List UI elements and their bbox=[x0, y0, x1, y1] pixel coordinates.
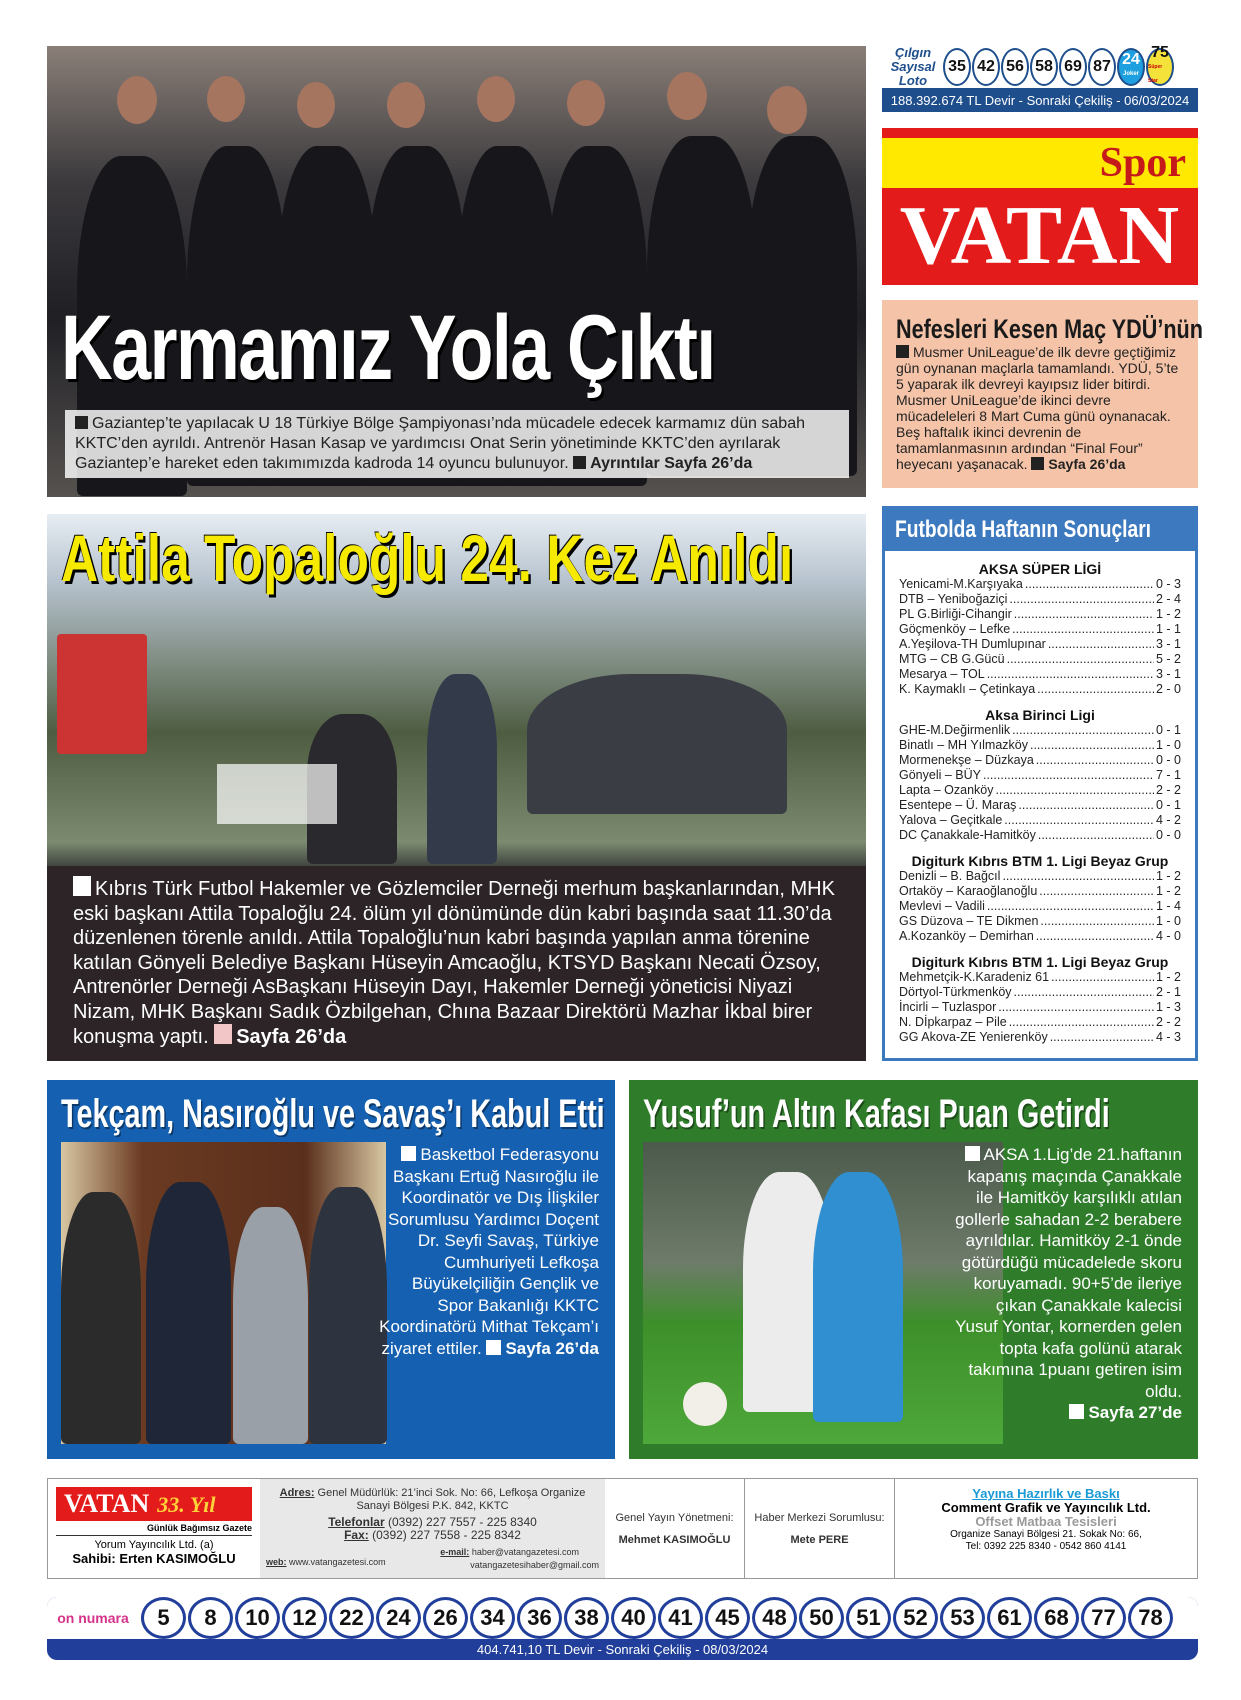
on-numara-logo: on numara bbox=[57, 1610, 129, 1626]
editor-name: Mehmet KASIMOĞLU bbox=[618, 1533, 731, 1546]
owner: Sahibi: Erten KASIMOĞLU bbox=[72, 1551, 236, 1566]
story-body bbox=[952, 1144, 1182, 1424]
email-link[interactable]: haber@vatangazetesi.com bbox=[471, 1547, 580, 1557]
match-teams: Binatlı – MH Yılmazköy bbox=[899, 738, 1028, 752]
headline: Tekçam, Nasıroğlu ve Savaş’ı Kabul Etti bbox=[61, 1092, 605, 1136]
superstar-label: Süper Star bbox=[1148, 64, 1163, 84]
on-numara-ball: 53 bbox=[940, 1597, 985, 1639]
body-text: AKSA 1.Lig’de 21.haftanın kapanış maçında Çanakkale ile Hamitköy karşılıklı atılan gollerle sahadan 2-2 berabere ayrıldılar. Hamitköy 2-1 önde götürdüğü mücadelede skoru koruyamadı. 90+5’de ileriye çıkan Çanakkale kalecisi Yusuf Yontar, kornerden gelen topta kafa golünü atarak takımına 1puanı getiren isim oldu. bbox=[955, 1145, 1182, 1401]
on-numara-ball: 50 bbox=[799, 1597, 844, 1639]
dot-leader bbox=[1009, 592, 1154, 607]
dot-leader bbox=[1014, 985, 1154, 1000]
match-score: 1 - 2 bbox=[1155, 970, 1181, 984]
headline: Nefesleri Kesen Maç YDÜ’nün bbox=[896, 314, 1203, 344]
on-numara-ball: 48 bbox=[752, 1597, 797, 1639]
match-score: 1 - 4 bbox=[1155, 899, 1181, 913]
tekcam-story bbox=[47, 1080, 615, 1459]
match-teams: GG Akova-ZE Yenierenköy bbox=[899, 1030, 1048, 1044]
league-name: Digiturk Kıbrıs BTM 1. Ligi Beyaz Grup bbox=[911, 853, 1169, 869]
print-address: Organize Sanayi Bölgesi 21. Sokak No: 66, bbox=[950, 1529, 1142, 1540]
results-title-text: Futbolda Haftanın Sonuçları bbox=[895, 516, 1152, 543]
match-teams: GHE-M.Değirmenlik bbox=[899, 723, 1011, 737]
body-text: Kıbrıs Türk Futbol Hakemler ve Gözlemciler Derneği merhum başkanlarından, MHK eski başkanı Attila Topaloğlu 24. ölüm yıl dönümünde dün kabri başında saat 11.30’da düzenlenen törenle anıldı. Attila Topaloğlu’nun kabri başında yapılan anma törenine katılan Gönyeli Belediye Başkanı Hüseyin Amcaoğlu, KTSYD Başkanı Necati Özsoy, Antrenörler Derneği AsBaşkanı Hüseyin Dayı, Hakemler Derneği yöneticisi Niyazi Nizam, MHK Başkanı Sadık Özbilgehan, Chına Bazaar Direktörü Mazhar İkbal birer konuşma yaptı. bbox=[73, 878, 835, 1048]
match-row bbox=[899, 652, 1181, 667]
on-numara-ball: 68 bbox=[1034, 1597, 1079, 1639]
match-row bbox=[899, 813, 1181, 828]
match-teams: PL G.Birliği-Cihangir bbox=[899, 607, 1012, 621]
bullet-icon bbox=[401, 1146, 416, 1161]
on-numara-ball: 8 bbox=[188, 1597, 233, 1639]
news-label: Haber Merkezi Sorumlusu: bbox=[754, 1511, 885, 1524]
ydu-story bbox=[882, 300, 1203, 488]
match-teams: GS Düzova – TE Dikmen bbox=[899, 914, 1039, 928]
print-facility: Offset Matbaa Tesisleri bbox=[975, 1514, 1117, 1529]
more-link[interactable]: Ayrıntılar Sayfa 26’da bbox=[590, 455, 753, 472]
on-numara-ball: 40 bbox=[611, 1597, 656, 1639]
fax-label: Fax: bbox=[344, 1528, 369, 1542]
dot-leader bbox=[1048, 637, 1154, 652]
more-link[interactable]: Sayfa 27’de bbox=[1088, 1403, 1182, 1422]
more-link[interactable]: Sayfa 26’da bbox=[1048, 456, 1126, 472]
dot-leader bbox=[1030, 738, 1154, 753]
dot-leader bbox=[1018, 798, 1154, 813]
match-row bbox=[899, 738, 1181, 753]
match-teams: A.Kozanköy – Demirhan bbox=[899, 929, 1034, 943]
match-row bbox=[899, 667, 1181, 682]
league-name: AKSA SÜPER LİGİ bbox=[978, 561, 1102, 577]
match-score: 1 - 0 bbox=[1155, 914, 1181, 928]
joker-label: Joker bbox=[1122, 71, 1139, 77]
match-row bbox=[899, 1030, 1181, 1045]
on-numara-ball: 34 bbox=[470, 1597, 515, 1639]
match-teams: Mevlevi – Vadili bbox=[899, 899, 985, 913]
match-row bbox=[899, 637, 1181, 652]
dot-leader bbox=[1007, 652, 1154, 667]
ceremony-photo bbox=[47, 594, 866, 866]
match-teams: Ortaköy – Karaoğlanoğlu bbox=[899, 884, 1038, 898]
match-score: 1 - 2 bbox=[1155, 884, 1181, 898]
dot-leader bbox=[1012, 723, 1154, 738]
match-score: 5 - 2 bbox=[1155, 652, 1181, 666]
match-score: 1 - 1 bbox=[1155, 622, 1181, 636]
dot-leader bbox=[1009, 1015, 1154, 1030]
lotto-ball: 87 bbox=[1088, 48, 1116, 86]
on-numara-ball: 51 bbox=[846, 1597, 891, 1639]
match-score: 0 - 0 bbox=[1155, 753, 1181, 767]
bullet-icon bbox=[75, 416, 88, 429]
league-name: Digiturk Kıbrıs BTM 1. Ligi Beyaz Grup bbox=[911, 954, 1169, 970]
match-score: 4 - 0 bbox=[1155, 929, 1181, 943]
weekly-results bbox=[882, 506, 1198, 1061]
news-name: Mete PERE bbox=[790, 1533, 849, 1546]
dot-leader bbox=[998, 1000, 1154, 1015]
match-teams: Esentepe – Ü. Maraş bbox=[899, 798, 1017, 812]
news-chief-info bbox=[745, 1479, 895, 1578]
story-body bbox=[47, 866, 866, 1061]
superstar-number: 75 bbox=[1151, 44, 1169, 61]
match-teams: Göçmenköy – Lefke bbox=[899, 622, 1011, 636]
match-teams: Yalova – Geçitkale bbox=[899, 813, 1003, 827]
match-teams: DTB – Yeniboğaziçi bbox=[899, 592, 1008, 606]
bullet-icon bbox=[214, 1024, 232, 1044]
dot-leader bbox=[1037, 682, 1154, 697]
footer-logo-text: VATAN bbox=[64, 1489, 150, 1518]
match-score: 3 - 1 bbox=[1155, 667, 1181, 681]
lotto-ball: 69 bbox=[1059, 48, 1087, 86]
match-row bbox=[899, 929, 1181, 944]
league-section bbox=[885, 853, 1195, 944]
editor-label: Genel Yayın Yönetmeni: bbox=[615, 1511, 734, 1524]
match-teams: Denizli – B. Bağcıl bbox=[899, 869, 1001, 883]
top-story bbox=[47, 46, 866, 497]
dot-leader bbox=[1040, 914, 1154, 929]
on-numara-ball: 24 bbox=[376, 1597, 421, 1639]
match-score: 0 - 0 bbox=[1155, 828, 1181, 842]
caption-text: Gaziantep’te yapılacak U 18 Türkiye Bölge Şampiyonası’nda mücadele edecek karmamız dün sabah KKTC’den ayrıldı. Antrenör Hasan Kasap ve yardımcısı Onat Serin yönetiminde KKTC’den ayrılarak Gaziantep’e hareket eden takımımızda kadroda 14 oyuncu bulunuyor. bbox=[75, 415, 805, 472]
match-score: 7 - 1 bbox=[1155, 768, 1181, 782]
on-numara-ball: 38 bbox=[564, 1597, 609, 1639]
email-label: e-mail: bbox=[440, 1547, 470, 1557]
match-row bbox=[899, 884, 1181, 899]
on-numara-ball: 5 bbox=[141, 1597, 186, 1639]
lotto-ball: 42 bbox=[972, 48, 1000, 86]
league-section bbox=[885, 561, 1195, 697]
match-row bbox=[899, 577, 1181, 592]
email-link[interactable]: vatangazetesihaber@gmail.com bbox=[470, 1560, 599, 1570]
footer-years: 33. Yıl bbox=[157, 1492, 216, 1517]
body-text: Basketbol Federasyonu Başkanı Ertuğ Nasıroğlu ile Koordinatör ve Dış İlişkiler Sorumlusu Yardımcı Doçent Dr. Seyfi Savaş, Türkiye Cumhuriyeti Lefkoşa Büyükelçiliğin Gençlik ve Spor Bakanlığı KKTC Koordinatörü Mithat Tekçam’ı ziyaret ettiler. bbox=[379, 1145, 599, 1358]
bullet-icon bbox=[965, 1146, 980, 1161]
results-title bbox=[885, 509, 1195, 551]
match-teams: Mormenekşe – Düzkaya bbox=[899, 753, 1034, 767]
bullet-icon bbox=[896, 345, 909, 358]
lotto-info: 188.392.674 TL Devir - Sonraki Çekiliş - 06/03/2024 bbox=[890, 93, 1190, 108]
meeting-photo bbox=[61, 1142, 386, 1444]
match-row bbox=[899, 682, 1181, 697]
match-score: 0 - 1 bbox=[1155, 798, 1181, 812]
match-row bbox=[899, 869, 1181, 884]
dot-leader bbox=[1004, 813, 1154, 828]
match-score: 3 - 1 bbox=[1155, 637, 1181, 651]
print-company: Comment Grafik ve Yayıncılık Ltd. bbox=[941, 1500, 1151, 1515]
on-numara-ball: 45 bbox=[705, 1597, 750, 1639]
match-score: 2 - 2 bbox=[1155, 783, 1181, 797]
match-score: 1 - 2 bbox=[1155, 607, 1181, 621]
match-row bbox=[899, 1015, 1181, 1030]
imprint-brand bbox=[48, 1479, 260, 1578]
vatan-label: VATAN bbox=[882, 188, 1198, 285]
match-teams: N. Dİpkarpaz – Pile bbox=[899, 1015, 1007, 1029]
dot-leader bbox=[987, 899, 1154, 914]
match-score: 4 - 2 bbox=[1155, 813, 1181, 827]
match-score: 1 - 0 bbox=[1155, 738, 1181, 752]
address-label: Adres: bbox=[279, 1487, 315, 1499]
headline: Karmamız Yola Çıktı bbox=[61, 297, 715, 399]
address: Genel Müdürlük: 21’inci Sok. No: 66, Lefkoşa Organize Sanayi Bölgesi P.K. 842, KKTC bbox=[317, 1487, 586, 1512]
body-text: Musmer UniLeague’de ilk devre geçtiğimiz gün oynanan maçlarla tamamlandı. YDÜ, 5’te 5 yaparak ilk devreyi kayıpsız lider bitirdi. Musmer UniLeague’de ikinci devre mücadeleleri 8 Mart Cuma günü oynanacak. Beş haftalık ikinci devrenin de tamamlanmasının ardından “Final Four” heyecanı yaşanacak. bbox=[896, 344, 1179, 472]
dot-leader bbox=[1039, 884, 1154, 899]
on-numara-ball: 77 bbox=[1081, 1597, 1126, 1639]
print-tel: Tel: 0392 225 8340 - 0542 860 4141 bbox=[965, 1541, 1127, 1552]
bullet-icon bbox=[1031, 457, 1044, 470]
bullet-icon bbox=[1069, 1404, 1084, 1419]
dot-leader bbox=[1050, 1030, 1154, 1045]
lotto-ball: 58 bbox=[1030, 48, 1058, 86]
headline: Attila Topaloğlu 24. Kez Anıldı bbox=[61, 521, 794, 595]
editor-info bbox=[605, 1479, 745, 1578]
match-row bbox=[899, 768, 1181, 783]
league-section bbox=[885, 707, 1195, 843]
dot-leader bbox=[1014, 607, 1154, 622]
match-teams: Mesarya – TOL bbox=[899, 667, 985, 681]
spor-vatan-logo bbox=[882, 128, 1198, 285]
match-teams: Dörtyol-Türkmenköy bbox=[899, 985, 1012, 999]
match-row bbox=[899, 753, 1181, 768]
phone: (0392) 227 7557 - 225 8340 bbox=[388, 1515, 537, 1529]
match-score: 2 - 0 bbox=[1155, 682, 1181, 696]
match-row bbox=[899, 914, 1181, 929]
league-name: Aksa Birinci Ligi bbox=[985, 707, 1095, 723]
lotto-ball: 56 bbox=[1001, 48, 1029, 86]
story-body bbox=[379, 1144, 599, 1359]
lotto-ball: 35 bbox=[943, 48, 971, 86]
more-link[interactable]: Sayfa 26’da bbox=[505, 1338, 599, 1358]
match-row bbox=[899, 783, 1181, 798]
dot-leader bbox=[1025, 577, 1154, 592]
match-row bbox=[899, 828, 1181, 843]
match-teams: Gönyeli – BÜY bbox=[899, 768, 981, 782]
dot-leader bbox=[1036, 929, 1154, 944]
on-numara-ball: 10 bbox=[235, 1597, 280, 1639]
on-numara-ball: 36 bbox=[517, 1597, 562, 1639]
yusuf-story bbox=[629, 1080, 1198, 1459]
dot-leader bbox=[1051, 970, 1154, 985]
match-row bbox=[899, 607, 1181, 622]
tagline: Günlük Bağımsız Gazete bbox=[56, 1521, 252, 1536]
dot-leader bbox=[1012, 622, 1154, 637]
on-numara-info: 404.741,10 TL Devir - Sonraki Çekiliş - 08/03/2024 bbox=[476, 1642, 769, 1657]
bullet-icon bbox=[73, 876, 91, 896]
league-section bbox=[885, 954, 1195, 1045]
match-score: 2 - 1 bbox=[1155, 985, 1181, 999]
match-teams: K. Kaymaklı – Çetinkaya bbox=[899, 682, 1036, 696]
match-teams: A.Yeşilova-TH Dumlupınar bbox=[899, 637, 1046, 651]
on-numara-ball: 78 bbox=[1128, 1597, 1173, 1639]
spor-label: Spor bbox=[882, 128, 1198, 188]
imprint bbox=[47, 1478, 1198, 1579]
more-link[interactable]: Sayfa 26’da bbox=[236, 1026, 347, 1048]
on-numara-ball: 61 bbox=[987, 1597, 1032, 1639]
match-teams: MTG – CB G.Gücü bbox=[899, 652, 1005, 666]
story-body bbox=[896, 344, 1184, 472]
dot-leader bbox=[983, 768, 1154, 783]
match-score: 1 - 2 bbox=[1155, 869, 1181, 883]
match-teams: Mehmetçik-K.Karadeniz 61 bbox=[899, 970, 1050, 984]
superstar-ball bbox=[1146, 44, 1174, 86]
match-teams: İncirli – Tuzlaspor bbox=[899, 1000, 997, 1014]
match-score: 1 - 3 bbox=[1155, 1000, 1181, 1014]
fax: (0392) 227 7558 - 225 8342 bbox=[372, 1528, 521, 1542]
joker-number: 24 bbox=[1122, 51, 1140, 68]
match-score: 4 - 3 bbox=[1155, 1030, 1181, 1044]
phone-label: Telefonlar bbox=[328, 1515, 385, 1529]
match-row bbox=[899, 622, 1181, 637]
bullet-icon bbox=[486, 1340, 501, 1355]
dot-leader bbox=[996, 783, 1154, 798]
dot-leader bbox=[1002, 869, 1154, 884]
dot-leader bbox=[987, 667, 1154, 682]
print-label: Yayına Hazırlık ve Baskı bbox=[972, 1486, 1120, 1501]
match-score: 0 - 1 bbox=[1155, 723, 1181, 737]
sayisal-loto-logo: Çılgın Sayısal Loto bbox=[890, 45, 936, 88]
match-photo bbox=[643, 1142, 1003, 1444]
match-row bbox=[899, 592, 1181, 607]
match-row bbox=[899, 985, 1181, 1000]
on-numara-ball: 22 bbox=[329, 1597, 374, 1639]
match-teams: DC Çanakkale-Hamitköy bbox=[899, 828, 1036, 842]
vatan-footer-logo bbox=[56, 1487, 252, 1521]
on-numara-results bbox=[47, 1597, 1198, 1660]
web-link[interactable]: www.vatangazetesi.com bbox=[289, 1557, 386, 1567]
match-score: 2 - 4 bbox=[1155, 592, 1181, 606]
on-numara-ball: 12 bbox=[282, 1597, 327, 1639]
dot-leader bbox=[1036, 753, 1154, 768]
attila-story bbox=[47, 514, 866, 1061]
match-row bbox=[899, 899, 1181, 914]
match-teams: Lapta – Ozanköy bbox=[899, 783, 994, 797]
headline: Yusuf’un Altın Kafası Puan Getirdi bbox=[643, 1092, 1110, 1136]
match-row bbox=[899, 798, 1181, 813]
caption bbox=[65, 410, 849, 478]
match-teams: Yenicami-M.Karşıyaka bbox=[899, 577, 1023, 591]
match-row bbox=[899, 970, 1181, 985]
on-numara-ball: 41 bbox=[658, 1597, 703, 1639]
on-numara-ball: 52 bbox=[893, 1597, 938, 1639]
match-row bbox=[899, 1000, 1181, 1015]
match-score: 0 - 3 bbox=[1155, 577, 1181, 591]
contact-info bbox=[260, 1479, 605, 1578]
bullet-icon bbox=[573, 456, 586, 469]
on-numara-ball: 26 bbox=[423, 1597, 468, 1639]
joker-ball bbox=[1117, 48, 1145, 86]
company: Yorum Yayıncılık Ltd. (a) bbox=[94, 1539, 214, 1551]
sayisal-loto-results bbox=[882, 46, 1198, 112]
print-info bbox=[895, 1479, 1197, 1578]
match-score: 2 - 2 bbox=[1155, 1015, 1181, 1029]
dot-leader bbox=[1038, 828, 1154, 843]
match-row bbox=[899, 723, 1181, 738]
web-label: web: bbox=[266, 1557, 287, 1567]
